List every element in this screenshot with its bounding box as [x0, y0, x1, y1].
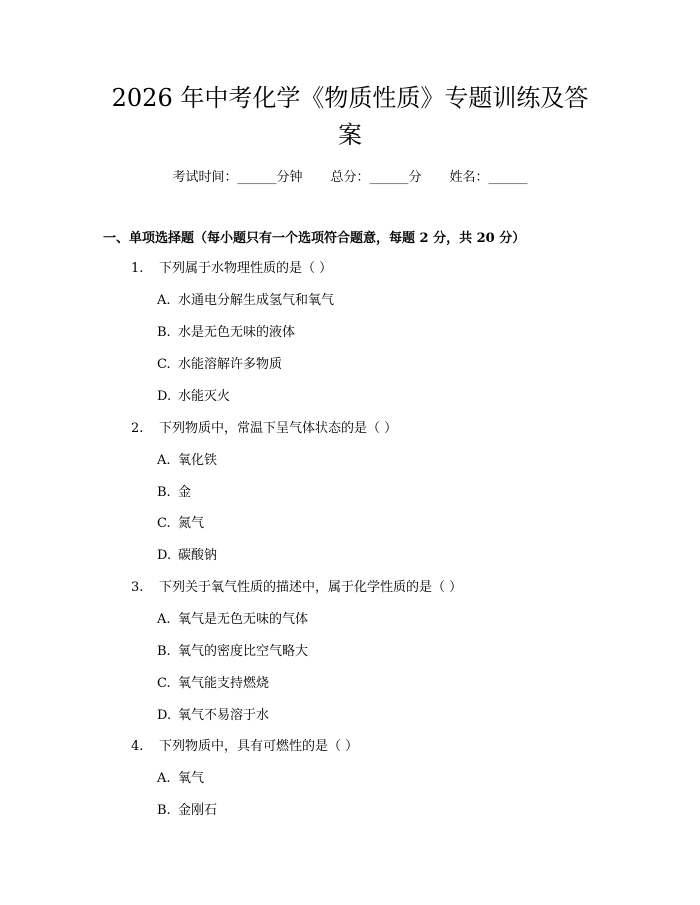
option-letter: D. [157, 708, 172, 723]
option-text: 氧气是无色无味的气体 [178, 612, 309, 627]
document-title-line1: 2026 年中考化学《物质性质》专题训练及答 [111, 84, 589, 112]
question-number: 4. [131, 739, 144, 754]
question-number: 2. [131, 421, 144, 436]
student-name-field: 姓名：______ [449, 170, 528, 185]
document-title-line2: 案 [338, 121, 362, 149]
total-score-field: 总分：______分 [330, 170, 422, 185]
question-2 [131, 419, 397, 439]
question-4-option-a [157, 769, 204, 789]
option-text: 金 [178, 485, 192, 500]
question-1-option-b [157, 323, 295, 343]
option-letter: B. [157, 644, 171, 659]
option-letter: C. [157, 357, 171, 372]
option-letter: A. [157, 293, 171, 308]
exam-time-field: 考试时间：______分钟 [172, 170, 303, 185]
question-4-option-b [157, 801, 217, 821]
question-3-option-a [157, 610, 308, 630]
option-letter: D. [157, 389, 172, 404]
question-2-option-c [157, 514, 204, 534]
question-number: 3. [131, 580, 144, 595]
option-text: 金刚石 [178, 803, 218, 818]
option-text: 水能灭火 [178, 389, 231, 404]
option-letter: B. [157, 325, 171, 340]
question-text: 下列物质中，具有可燃性的是（ ） [159, 739, 359, 754]
option-letter: D. [157, 548, 172, 563]
question-2-option-a [157, 451, 217, 471]
exam-info-line [0, 169, 700, 187]
option-letter: C. [157, 676, 171, 691]
option-text: 氧气 [178, 771, 205, 786]
option-text: 氧气的密度比空气略大 [178, 644, 309, 659]
option-letter: B. [157, 803, 171, 818]
section-heading: 一、单项选择题（每小题只有一个选项符合题意，每题 2 分，共 20 分） [103, 231, 526, 246]
option-text: 水是无色无味的液体 [178, 325, 296, 340]
question-3 [131, 578, 462, 598]
question-number: 1. [131, 261, 144, 276]
option-text: 碳酸钠 [178, 548, 218, 563]
question-3-option-b [157, 642, 308, 662]
question-2-option-d [157, 546, 217, 566]
question-text: 下列属于水物理性质的是（ ） [159, 261, 333, 276]
option-text: 氧化铁 [178, 453, 218, 468]
question-1 [131, 259, 332, 279]
question-4 [131, 737, 358, 757]
option-letter: A. [157, 771, 171, 786]
question-1-option-a [157, 291, 334, 311]
option-letter: B. [157, 485, 171, 500]
option-text: 水通电分解生成氢气和氧气 [178, 293, 335, 308]
option-letter: A. [157, 453, 171, 468]
option-text: 氧气能支持燃烧 [178, 676, 270, 691]
question-1-option-c [157, 355, 282, 375]
question-3-option-c [157, 674, 269, 694]
option-text: 水能溶解许多物质 [178, 357, 283, 372]
question-1-option-d [157, 387, 230, 407]
question-text: 下列物质中，常温下呈气体状态的是（ ） [159, 421, 398, 436]
option-text: 氮气 [178, 516, 205, 531]
question-3-option-d [157, 706, 269, 726]
option-letter: A. [157, 612, 171, 627]
option-letter: C. [157, 516, 171, 531]
option-text: 氧气不易溶于水 [178, 708, 270, 723]
question-2-option-b [157, 483, 191, 503]
question-text: 下列关于氧气性质的描述中，属于化学性质的是（ ） [159, 580, 463, 595]
